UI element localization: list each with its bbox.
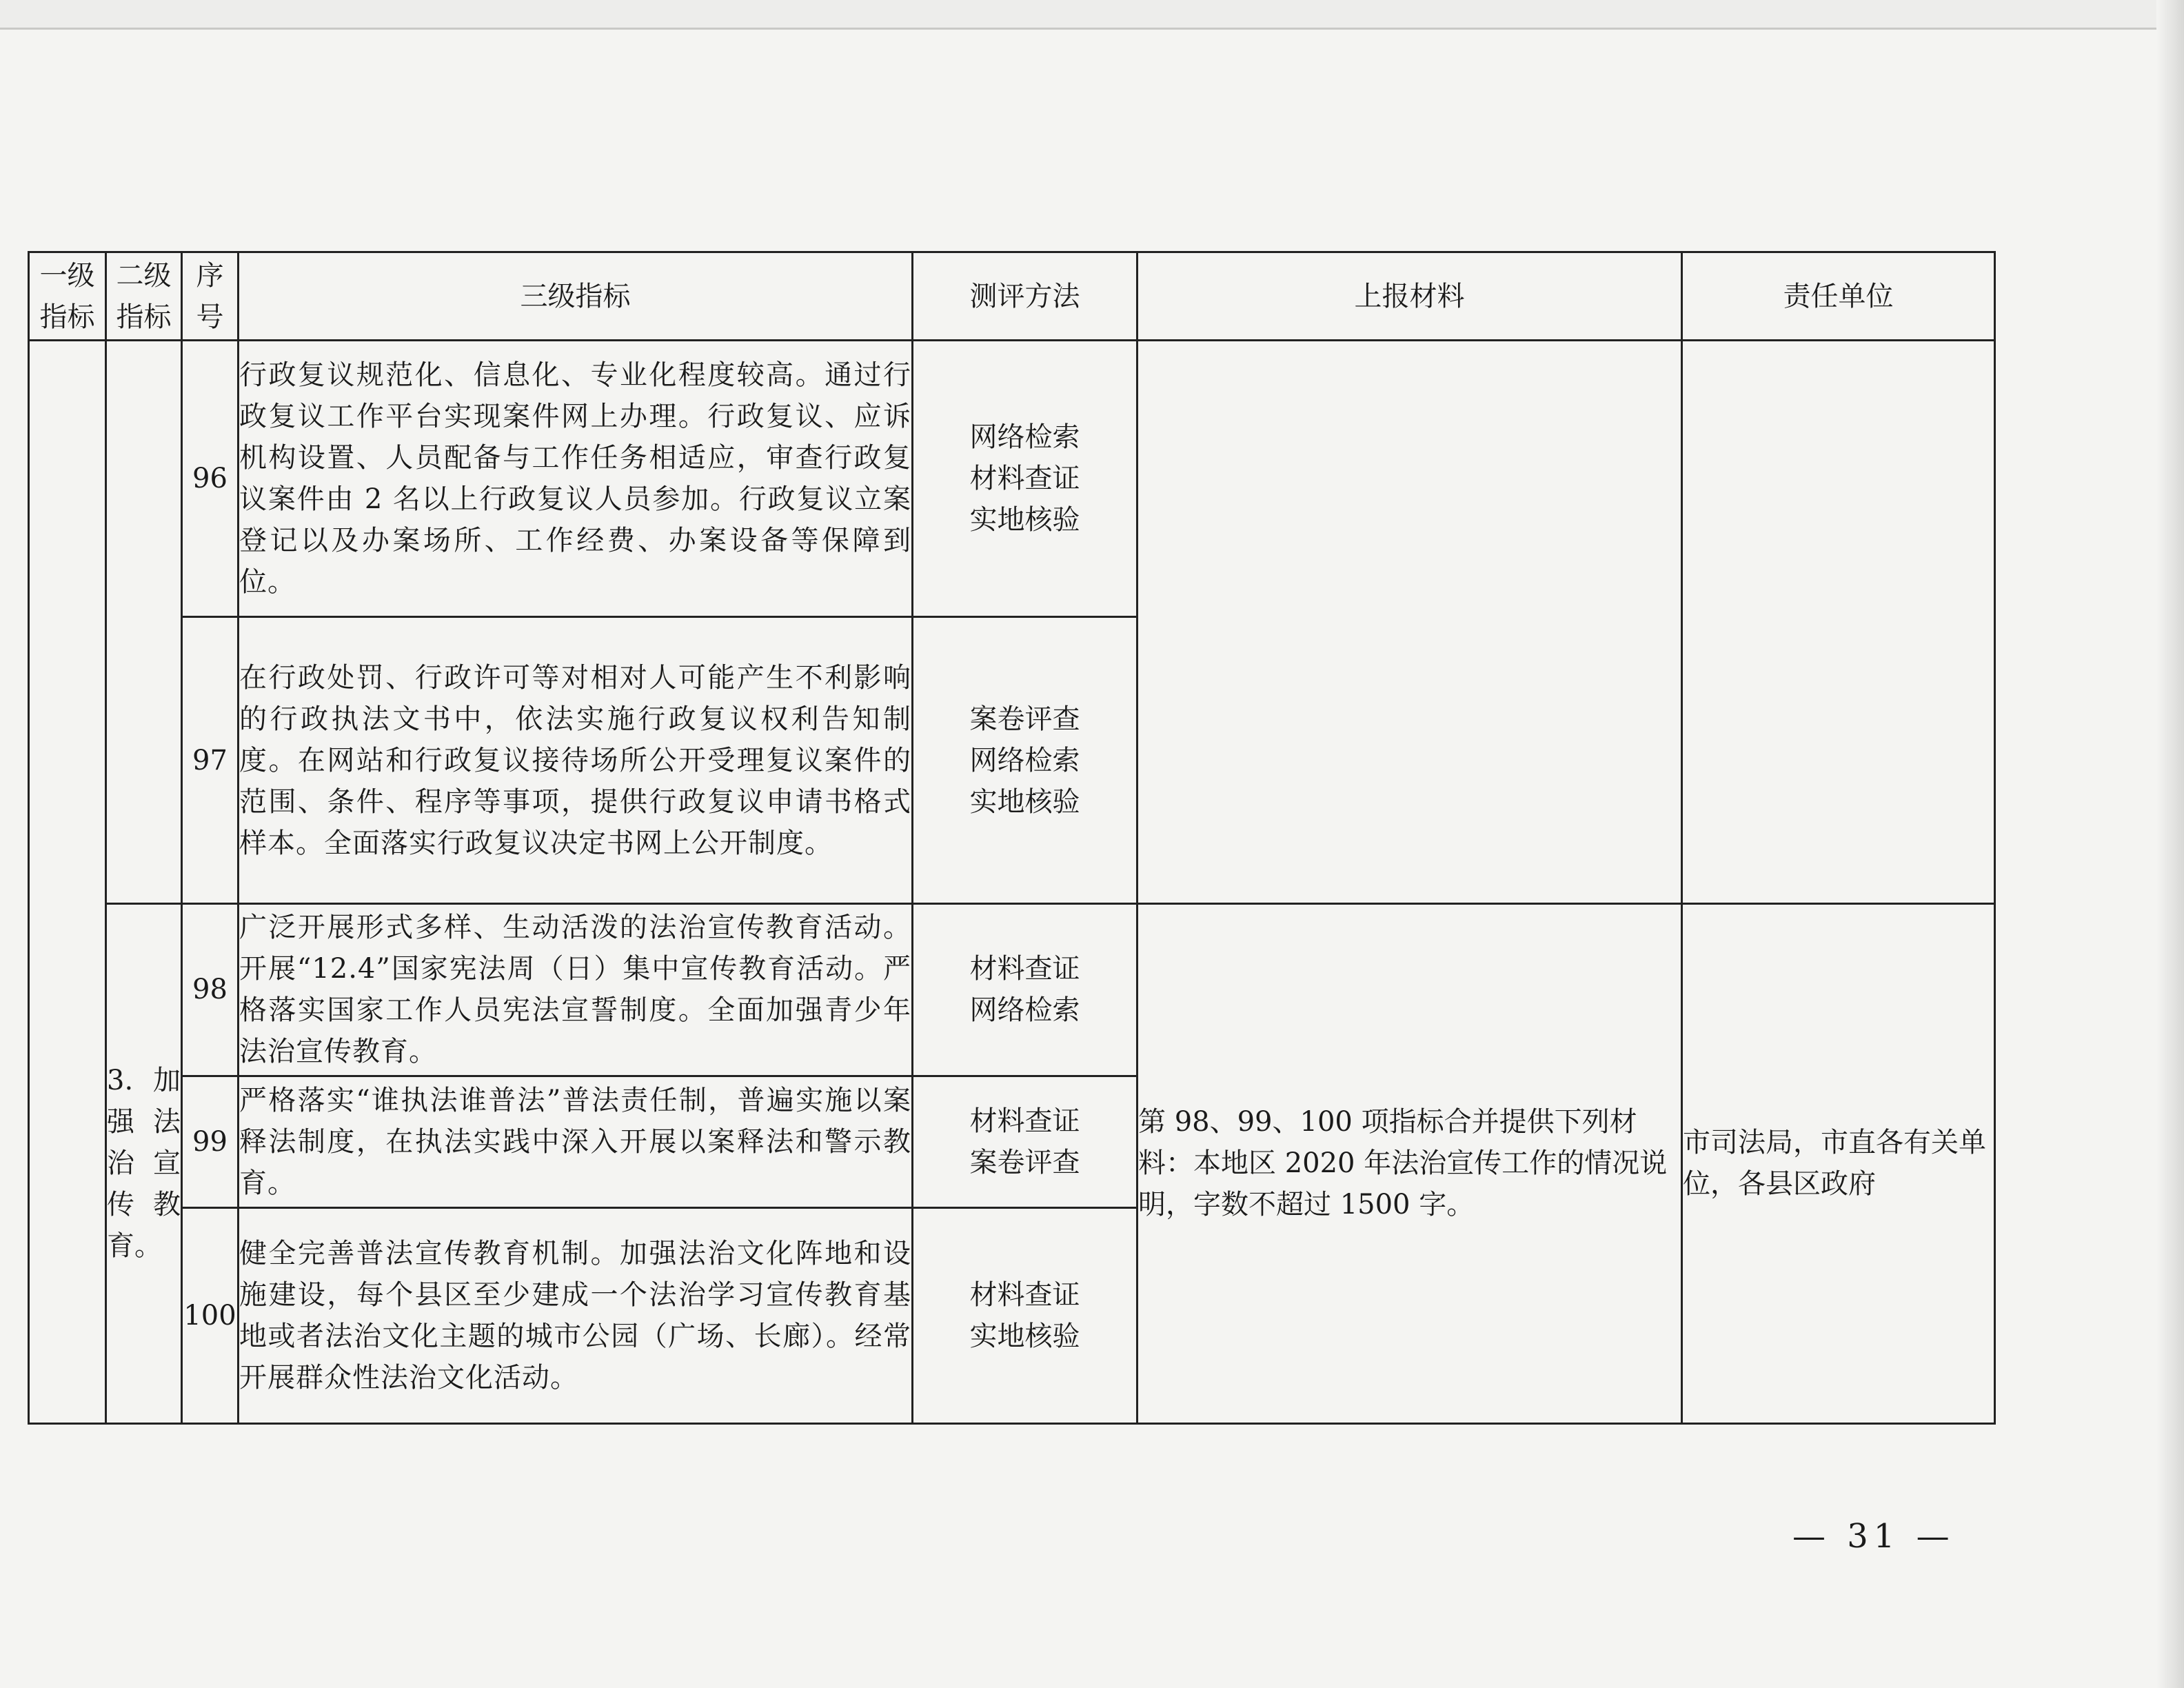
level3-text: 广泛开展形式多样、生动活泼的法治宣传教育活动。开展“12.4”国家宪法周（日）集中宣传教育活动。严格落实国家工作人员宪法宣誓制度。全面加强青少年法治宣传教育。 (239, 903, 913, 1076)
seq-cell: 100 (182, 1208, 239, 1424)
responsible-cell-prev (1682, 341, 1995, 904)
header-materials: 上报材料 (1138, 252, 1682, 341)
method-item: 网络检索 (969, 421, 1080, 454)
method-cell (913, 903, 1138, 1076)
header-method: 测评方法 (913, 252, 1138, 341)
materials-text: 第 98、99、100 项指标合并提供下列材料：本地区 2020 年法治宣传工作的情况说明，字数不超过 1500 字。 (1138, 903, 1682, 1423)
header-level3: 三级指标 (239, 252, 913, 341)
scan-right-edge (2156, 0, 2184, 1688)
level2-cell-prev (106, 341, 182, 904)
level1-cell (29, 341, 106, 1424)
method-item: 案卷评查 (969, 703, 1080, 735)
header-seq: 序号 (182, 252, 239, 341)
method-cell (913, 1076, 1138, 1208)
seq-cell: 97 (182, 617, 239, 903)
header-responsible: 责任单位 (1682, 252, 1995, 341)
page-number: — 31 — (1792, 1517, 1955, 1556)
method-item: 材料查证 (969, 1279, 1080, 1312)
table-row (29, 341, 1995, 617)
level2-text: 3. 加强法治宣传教育。 (106, 903, 182, 1423)
method-item: 实地核验 (969, 1320, 1080, 1353)
method-item: 实地核验 (969, 504, 1080, 536)
scan-top-edge (0, 0, 2184, 30)
seq-cell: 98 (182, 903, 239, 1076)
method-cell (913, 341, 1138, 617)
method-item: 材料查证 (969, 463, 1080, 495)
method-item: 材料查证 (969, 1105, 1080, 1138)
method-item: 实地核验 (969, 785, 1080, 818)
method-item: 网络检索 (969, 994, 1080, 1027)
header-level1: 一级指标 (29, 252, 106, 341)
materials-cell-prev (1138, 341, 1682, 904)
method-cell (913, 1208, 1138, 1424)
level3-text: 行政复议规范化、信息化、专业化程度较高。通过行政复议工作平台实现案件网上办理。行政复议、应诉机构设置、人员配备与工作任务相适应，审查行政复议案件由 2 名以上行政复议人员参加。行政复议立案登记以及办案场所、工作经费、办案设备等保障到位。 (239, 341, 913, 617)
level3-text: 在行政处罚、行政许可等对相对人可能产生不利影响的行政执法文书中，依法实施行政复议权利告知制度。在网站和行政复议接待场所公开受理复议案件的范围、条件、程序等事项，提供行政复议申请书格式样本。全面落实行政复议决定书网上公开制度。 (239, 617, 913, 903)
method-cell (913, 617, 1138, 903)
level3-text: 严格落实“谁执法谁普法”普法责任制，普遍实施以案释法制度，在执法实践中深入开展以案释法和警示教育。 (239, 1076, 913, 1208)
method-item: 材料查证 (969, 953, 1080, 985)
responsible-text: 市司法局，市直各有关单位，各县区政府 (1682, 903, 1995, 1423)
seq-cell: 96 (182, 341, 239, 617)
table-row (29, 903, 1995, 1076)
method-item: 案卷评查 (969, 1147, 1080, 1179)
header-row (29, 252, 1995, 341)
method-item: 网络检索 (969, 744, 1080, 776)
indicator-table (28, 251, 1996, 1425)
seq-cell: 99 (182, 1076, 239, 1208)
level3-text: 健全完善普法宣传教育机制。加强法治文化阵地和设施建设，每个县区至少建成一个法治学习宣传教育基地或者法治文化主题的城市公园（广场、长廊）。经常开展群众性法治文化活动。 (239, 1208, 913, 1424)
header-level2: 二级指标 (106, 252, 182, 341)
